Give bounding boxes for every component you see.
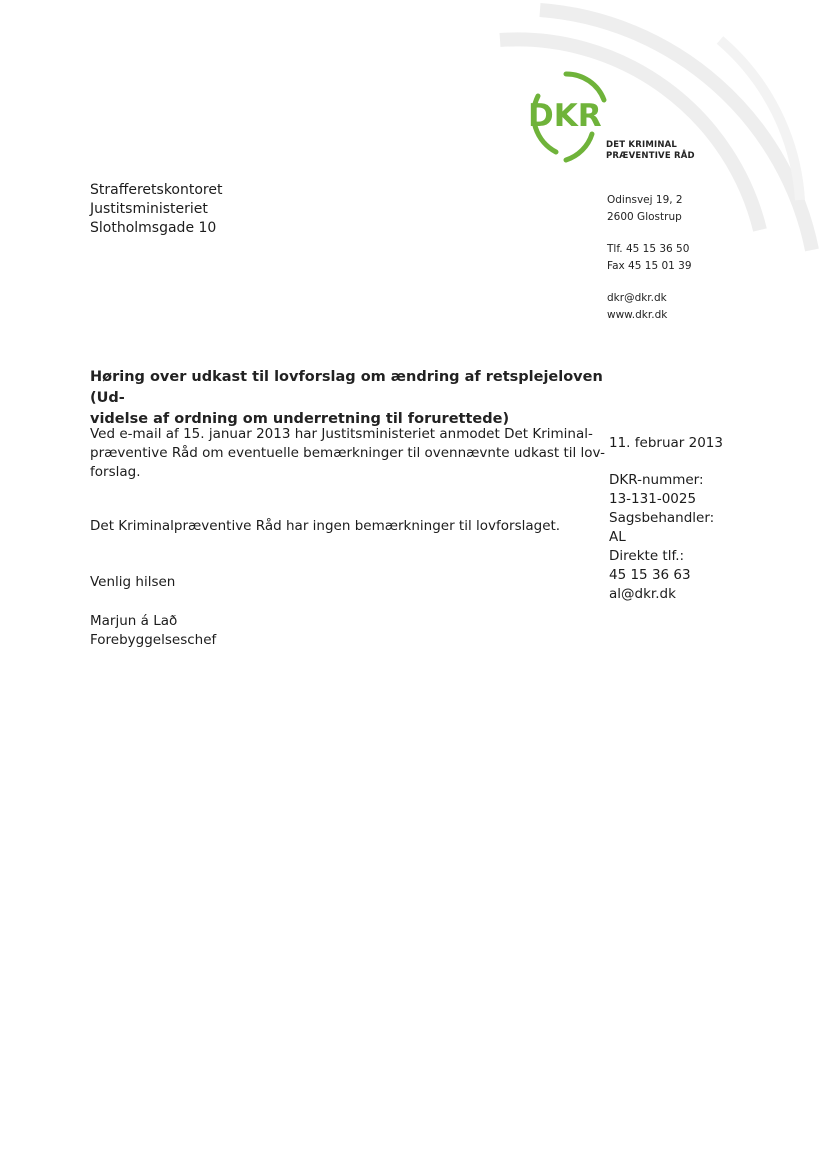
letter-heading: [90, 367, 610, 430]
contact-block: [607, 192, 692, 324]
contact-phone: Tlf. 45 15 36 50: [607, 243, 690, 255]
letter-paragraph-2: Det Kriminalpræventive Råd har ingen bemærkninger til lovforslaget.: [90, 518, 561, 534]
dkr-logo: DKR: [528, 98, 602, 134]
letter-closing: Venlig hilsen: [90, 574, 176, 590]
paragraph-line: forslag.: [90, 464, 141, 480]
heading-line: videlse af ordning om underretning til forurettede): [90, 411, 510, 427]
letter-paragraph-1: [90, 425, 605, 482]
org-name: [606, 140, 695, 162]
recipient-line: Justitsministeriet: [90, 201, 208, 217]
recipient-address: [90, 181, 222, 238]
direct-phone: 45 15 36 63: [609, 567, 691, 583]
signer-name: Marjun á Lað: [90, 613, 178, 629]
letter-date: 11. februar 2013: [609, 435, 723, 451]
paragraph-line: Ved e-mail af 15. januar 2013 har Justitsministeriet anmodet Det Kriminal-: [90, 426, 593, 442]
recipient-line: Slotholmsgade 10: [90, 220, 217, 236]
case-handler-email: al@dkr.dk: [609, 586, 676, 602]
recipient-line: Strafferetskontoret: [90, 182, 223, 198]
org-name-line1: DET KRIMINAL: [606, 140, 678, 150]
dkr-number-label: DKR-nummer:: [609, 472, 704, 488]
signature-block: [90, 612, 216, 650]
contact-web: www.dkr.dk: [607, 309, 668, 321]
contact-email: dkr@dkr.dk: [607, 292, 667, 304]
contact-fax: Fax 45 15 01 39: [607, 260, 692, 272]
case-handler-label: Sagsbehandler:: [609, 510, 715, 526]
heading-line: Høring over udkast til lovforslag om ændring af retsplejeloven (Ud-: [90, 369, 603, 406]
dkr-number: 13-131-0025: [609, 491, 697, 507]
contact-address1: Odinsvej 19, 2: [607, 194, 683, 206]
signer-title: Forebyggelseschef: [90, 632, 217, 648]
contact-address2: 2600 Glostrup: [607, 211, 682, 223]
case-handler: AL: [609, 529, 626, 545]
case-info: [609, 471, 714, 604]
direct-phone-label: Direkte tlf.:: [609, 548, 685, 564]
paragraph-line: præventive Råd om eventuelle bemærkninger til ovennævnte udkast til lov-: [90, 445, 606, 461]
org-name-line2: PRÆVENTIVE RÅD: [606, 151, 695, 161]
